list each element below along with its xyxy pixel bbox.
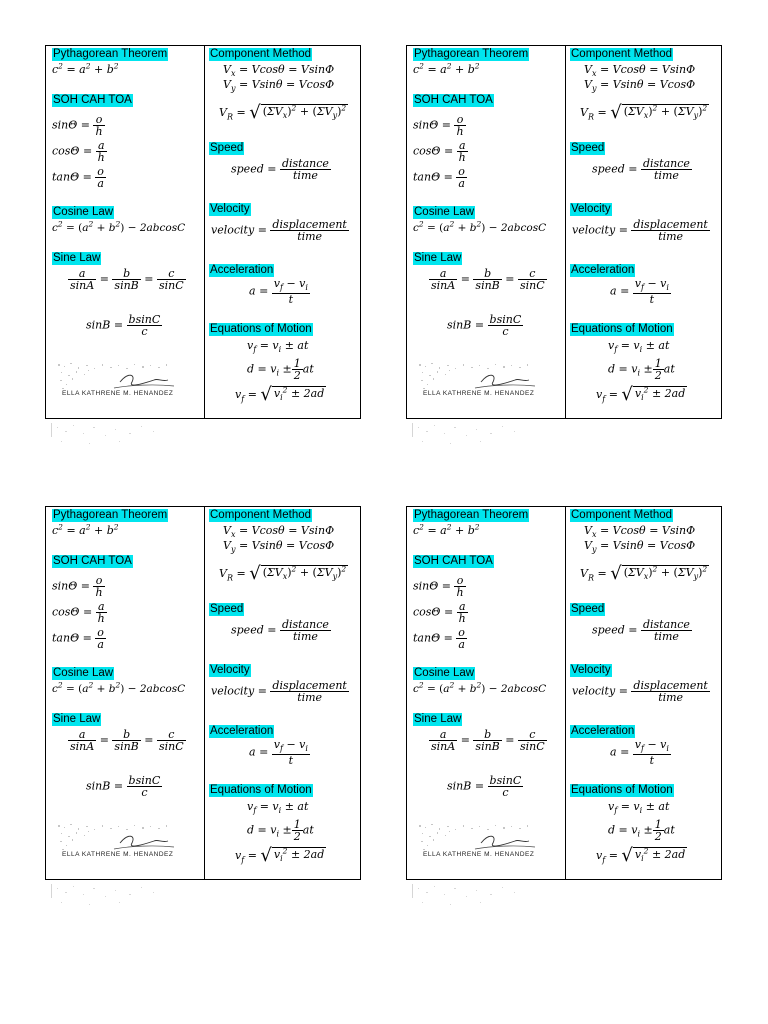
- motion-equation-2: $d = v_i$ ± $\frac{1}{2}$ at: [608, 357, 675, 382]
- section-heading-component-method: Component Method: [210, 48, 312, 60]
- signature-name: ELLA KATHRENE M. HENANDEZ: [62, 851, 174, 858]
- cosine-law-equation: $c^2 = (a^2 + b^2) - 2abcosC$: [413, 680, 547, 695]
- section-heading-cosine-law: Cosine Law: [53, 206, 114, 218]
- section-heading-pythagorean: Pythagorean Theorem: [414, 509, 529, 521]
- acceleration-equation: a = $\frac{v_f - v_i}{t}$: [249, 277, 308, 307]
- vy-equation: $V_y = Vsin\theta = Vcos\Phi$: [223, 539, 335, 555]
- tan-equation: tanΘ = $\frac{o}{a}$: [52, 165, 104, 190]
- sinb-equation: sinB = $\frac{bsinC}{c}$: [447, 313, 522, 338]
- right-column: [204, 46, 361, 418]
- velocity-equation: velocity = $\frac{\text{displacement}}{\text{time}}$: [572, 218, 708, 243]
- motion-equation-1: $v_f = v_i$ ± at: [247, 800, 309, 816]
- section-heading-sohcahtoa: SOH CAH TOA: [414, 94, 493, 106]
- section-heading-equations-of-motion: Equations of Motion: [210, 323, 312, 335]
- vr-equation: $V_R$ = √ $(\Sigma V_x)^2 + (\Sigma V_y)^2$: [219, 563, 347, 585]
- right-column: [565, 507, 722, 879]
- section-heading-velocity: Velocity: [571, 664, 611, 676]
- cos-equation: cosΘ = $\frac{a}{h}$: [52, 139, 105, 164]
- scan-noise: [49, 421, 169, 451]
- pythagorean-equation: $c^2 = a^2 + b^2$: [52, 522, 119, 537]
- cosine-law-equation: $c^2 = (a^2 + b^2) - 2abcosC$: [413, 219, 547, 234]
- vy-equation: $V_y = Vsin\theta = Vcos\Phi$: [223, 78, 335, 94]
- scan-noise: [410, 421, 530, 451]
- scan-noise: [410, 882, 530, 912]
- section-heading-pythagorean: Pythagorean Theorem: [53, 509, 168, 521]
- vx-equation: $V_x = Vcos\theta = Vsin\Phi$: [584, 63, 696, 79]
- signature-name: ELLA KATHRENE M. HENANDEZ: [423, 390, 535, 397]
- sin-equation: sinΘ = $\frac{o}{h}$: [52, 574, 103, 599]
- motion-equation-3: $v_f$ = √ $v_i^2 \pm 2ad$: [596, 384, 686, 406]
- section-heading-sohcahtoa: SOH CAH TOA: [414, 555, 493, 567]
- signature-name: ELLA KATHRENE M. HENANDEZ: [423, 851, 535, 858]
- section-heading-component-method: Component Method: [571, 509, 673, 521]
- vr-equation: $V_R$ = √ $(\Sigma V_x)^2 + (\Sigma V_y)^2$: [580, 563, 708, 585]
- left-column: [407, 507, 565, 879]
- formula-card: [406, 45, 722, 419]
- section-heading-sine-law: Sine Law: [53, 252, 101, 264]
- motion-equation-1: $v_f = v_i$ ± at: [247, 339, 309, 355]
- acceleration-equation: a = $\frac{v_f - v_i}{t}$: [249, 738, 308, 768]
- speed-equation: speed = $\frac{\text{distance}}{\text{time}}$: [592, 618, 690, 643]
- speed-equation: speed = $\frac{\text{distance}}{\text{time}}$: [592, 157, 690, 182]
- sine-law-equation: $\frac{a}{\sin A}$ = $\frac{b}{\sin B}$ = $\frac{c}{\sin C}$: [70, 267, 184, 292]
- section-heading-sine-law: Sine Law: [414, 252, 462, 264]
- section-heading-component-method: Component Method: [571, 48, 673, 60]
- section-heading-velocity: Velocity: [210, 203, 250, 215]
- cos-equation: cosΘ = $\frac{a}{h}$: [413, 139, 466, 164]
- speed-equation: speed = $\frac{\text{distance}}{\text{time}}$: [231, 618, 329, 643]
- motion-equation-1: $v_f = v_i$ ± at: [608, 339, 670, 355]
- sinb-equation: sinB = $\frac{bsinC}{c}$: [447, 774, 522, 799]
- sin-equation: sinΘ = $\frac{o}{h}$: [52, 113, 103, 138]
- pythagorean-equation: $c^2 = a^2 + b^2$: [413, 522, 480, 537]
- vx-equation: $V_x = Vcos\theta = Vsin\Phi$: [223, 524, 335, 540]
- left-column: [46, 507, 204, 879]
- section-heading-velocity: Velocity: [571, 203, 611, 215]
- vx-equation: $V_x = Vcos\theta = Vsin\Phi$: [223, 63, 335, 79]
- sine-law-equation: $\frac{a}{\sin A}$ = $\frac{b}{\sin B}$ = $\frac{c}{\sin C}$: [431, 267, 545, 292]
- sine-law-equation: $\frac{a}{\sin A}$ = $\frac{b}{\sin B}$ = $\frac{c}{\sin C}$: [431, 728, 545, 753]
- signature-name: ELLA KATHRENE M. HENANDEZ: [62, 390, 174, 397]
- left-column: [46, 46, 204, 418]
- vy-equation: $V_y = Vsin\theta = Vcos\Phi$: [584, 539, 696, 555]
- section-heading-cosine-law: Cosine Law: [414, 667, 475, 679]
- section-heading-acceleration: Acceleration: [210, 725, 274, 737]
- section-heading-sine-law: Sine Law: [53, 713, 101, 725]
- sinb-equation: sinB = $\frac{bsinC}{c}$: [86, 774, 161, 799]
- section-heading-sohcahtoa: SOH CAH TOA: [53, 555, 132, 567]
- left-column: [407, 46, 565, 418]
- tan-equation: tanΘ = $\frac{o}{a}$: [413, 626, 465, 651]
- section-heading-speed: Speed: [210, 142, 244, 154]
- section-heading-sohcahtoa: SOH CAH TOA: [53, 94, 132, 106]
- section-heading-cosine-law: Cosine Law: [414, 206, 475, 218]
- pythagorean-equation: $c^2 = a^2 + b^2$: [52, 61, 119, 76]
- motion-equation-2: $d = v_i$ ± $\frac{1}{2}$ at: [247, 357, 314, 382]
- cosine-law-equation: $c^2 = (a^2 + b^2) - 2abcosC$: [52, 680, 186, 695]
- vx-equation: $V_x = Vcos\theta = Vsin\Phi$: [584, 524, 696, 540]
- right-column: [565, 46, 722, 418]
- speed-equation: speed = $\frac{\text{distance}}{\text{time}}$: [231, 157, 329, 182]
- tan-equation: tanΘ = $\frac{o}{a}$: [413, 165, 465, 190]
- section-heading-acceleration: Acceleration: [210, 264, 274, 276]
- sin-equation: sinΘ = $\frac{o}{h}$: [413, 113, 464, 138]
- motion-equation-2: $d = v_i$ ± $\frac{1}{2}$ at: [247, 818, 314, 843]
- right-column: [204, 507, 361, 879]
- section-heading-equations-of-motion: Equations of Motion: [210, 784, 312, 796]
- scan-noise: [49, 882, 169, 912]
- cosine-law-equation: $c^2 = (a^2 + b^2) - 2abcosC$: [52, 219, 186, 234]
- cos-equation: cosΘ = $\frac{a}{h}$: [52, 600, 105, 625]
- sin-equation: sinΘ = $\frac{o}{h}$: [413, 574, 464, 599]
- formula-card: [45, 506, 361, 880]
- section-heading-velocity: Velocity: [210, 664, 250, 676]
- velocity-equation: velocity = $\frac{\text{displacement}}{\text{time}}$: [572, 679, 708, 704]
- section-heading-speed: Speed: [571, 603, 605, 615]
- section-heading-pythagorean: Pythagorean Theorem: [53, 48, 168, 60]
- acceleration-equation: a = $\frac{v_f - v_i}{t}$: [610, 277, 669, 307]
- section-heading-pythagorean: Pythagorean Theorem: [414, 48, 529, 60]
- formula-card: [45, 45, 361, 419]
- section-heading-acceleration: Acceleration: [571, 725, 635, 737]
- section-heading-equations-of-motion: Equations of Motion: [571, 323, 673, 335]
- formula-card: [406, 506, 722, 880]
- section-heading-sine-law: Sine Law: [414, 713, 462, 725]
- vr-equation: $V_R$ = √ $(\Sigma V_x)^2 + (\Sigma V_y)^2$: [580, 102, 708, 124]
- section-heading-acceleration: Acceleration: [571, 264, 635, 276]
- acceleration-equation: a = $\frac{v_f - v_i}{t}$: [610, 738, 669, 768]
- vr-equation: $V_R$ = √ $(\Sigma V_x)^2 + (\Sigma V_y)^2$: [219, 102, 347, 124]
- section-heading-cosine-law: Cosine Law: [53, 667, 114, 679]
- sine-law-equation: $\frac{a}{\sin A}$ = $\frac{b}{\sin B}$ = $\frac{c}{\sin C}$: [70, 728, 184, 753]
- section-heading-speed: Speed: [210, 603, 244, 615]
- motion-equation-2: $d = v_i$ ± $\frac{1}{2}$ at: [608, 818, 675, 843]
- motion-equation-3: $v_f$ = √ $v_i^2 \pm 2ad$: [596, 845, 686, 867]
- cos-equation: cosΘ = $\frac{a}{h}$: [413, 600, 466, 625]
- section-heading-equations-of-motion: Equations of Motion: [571, 784, 673, 796]
- pythagorean-equation: $c^2 = a^2 + b^2$: [413, 61, 480, 76]
- motion-equation-3: $v_f$ = √ $v_i^2 \pm 2ad$: [235, 384, 325, 406]
- section-heading-speed: Speed: [571, 142, 605, 154]
- motion-equation-1: $v_f = v_i$ ± at: [608, 800, 670, 816]
- vy-equation: $V_y = Vsin\theta = Vcos\Phi$: [584, 78, 696, 94]
- sinb-equation: sinB = $\frac{bsinC}{c}$: [86, 313, 161, 338]
- section-heading-component-method: Component Method: [210, 509, 312, 521]
- velocity-equation: velocity = $\frac{\text{displacement}}{\text{time}}$: [211, 218, 347, 243]
- tan-equation: tanΘ = $\frac{o}{a}$: [52, 626, 104, 651]
- motion-equation-3: $v_f$ = √ $v_i^2 \pm 2ad$: [235, 845, 325, 867]
- velocity-equation: velocity = $\frac{\text{displacement}}{\text{time}}$: [211, 679, 347, 704]
